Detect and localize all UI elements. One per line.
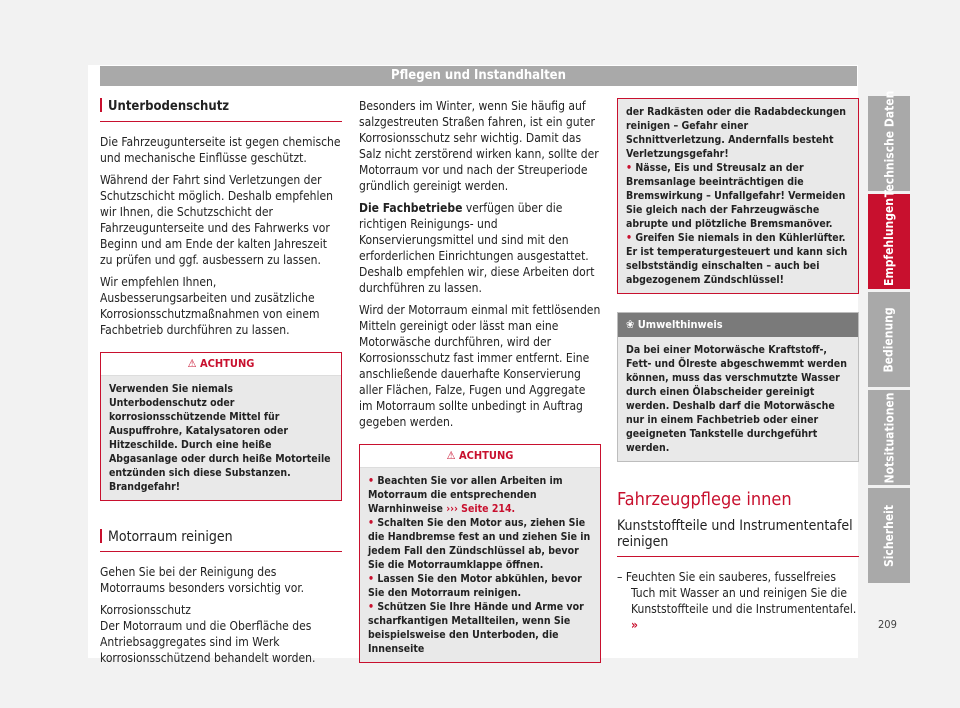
warning-text: Verwenden Sie niemals Unterbodenschutz oder korrosionsschützende Mittel für Auspuffrohre, Katalysatoren oder Hitzeschilde. Durch eine heiße Abgasanlage oder durch heiße Motorteile entzünden sich diese Substanzen. Brandgefahr! — [101, 376, 341, 500]
section-title: Kunststoffteile und Instrumententafel reinigen — [617, 518, 859, 557]
paragraph: Gehen Sie bei der Reinigung des Motorraums besonders vorsichtig vor. — [100, 565, 305, 595]
side-tabs — [868, 90, 910, 586]
warning-box-continued: der Radkästen oder die Radabdeckungen reinigen – Gefahr einer Schnittverletzung. Andernfalls besteht Verletzungsgefahr! • Nässe, Eis und Streusalz an der Bremsanlage beeinträchtigen die Bremswirkung – Unfallgefahr! Vermeiden Sie gleich nach der Fahrzeugwäsche abrupte und plötzliche Bremsmanöver. • Greifen Sie niemals in den Kühlerlüfter. Er ist temperaturgesteuert und kann sich selbstständig einschalten – auch bei abgezogenem Zündschlüssel! — [617, 98, 859, 294]
paragraph: Wir empfehlen Ihnen, Ausbesserungsarbeiten und zusätzliche Korrosionsschutzmaßnahmen von einem Fachbetrieb durchführen zu lassen. — [100, 275, 320, 337]
environment-note: ❀ Umwelthinweis Da bei einer Motorwäsche Kraftstoff-, Fett- und Ölreste abgeschwemmt werden können, muss das verschmutzte Wasser durch einen Ölabscheider gereinigt werden. Deshalb darf die Motorwäsche nur in einem Fachbetrieb oder einer geeigneten Tankstelle durchgeführt werden. — [617, 312, 859, 462]
paragraph: Während der Fahrt sind Verletzungen der Schutzschicht möglich. Deshalb empfehlen wir Ihnen, die Schutzschicht der Fahrzeugunterseite und des Fahrwerks vor Beginn und am Ende der kalten Jahreszeit zu prüfen und ggf. ausbessern zu lassen. — [100, 173, 333, 267]
tab-bedienung[interactable]: Bedienung — [868, 292, 910, 387]
subheading: Korrosionsschutz — [100, 603, 191, 617]
section-title: Motorraum reinigen — [100, 529, 342, 552]
tab-technische-daten[interactable]: Technische Daten — [868, 96, 910, 191]
page-header: Pflegen und Instandhalten — [100, 66, 857, 86]
column-1 — [100, 98, 342, 672]
chapter-heading: Fahrzeugpflege innen — [617, 489, 792, 510]
warning-list: • Beachten Sie vor allen Arbeiten im Motorraum die entsprechenden Warnhinweise ››› Seite 214. • Schalten Sie den Motor aus, ziehen Sie die Handbremse fest an und ziehen Sie in jedem Fall den Zündschlüssel ab, bevor Sie die Motorraumklappe öffnen. • Lassen Sie den Motor abkühlen, bevor Sie den Motorraum reinigen. • Schützen Sie Ihre Hände und Arme vor scharfkantigen Metallteilen, wenn Sie beispielsweise den Unterboden, die Innenseite — [360, 468, 600, 662]
page-number: 209 — [878, 618, 897, 631]
paragraph: Wird der Motorraum einmal mit fettlösenden Mitteln gereinigt oder lässt man eine Motorwäsche durchführen, wird der Korrosionsschutz fast immer entfernt. Eine anschließende dauerhafte Konservierung aller Flächen, Falze, Fugen und Aggregate im Motorraum sollte unbedingt in Auftrag gegeben werden. — [359, 303, 601, 429]
warning-icon: ⚠ — [446, 449, 456, 462]
tab-notsituationen[interactable]: Notsituationen — [868, 390, 910, 485]
paragraph: Die Fahrzeugunterseite ist gegen chemische und mechanische Einflüsse geschützt. — [100, 135, 341, 165]
tab-empfehlungen[interactable]: Empfehlungen — [868, 194, 910, 289]
paragraph: Besonders im Winter, wenn Sie häufig auf salzgestreuten Straßen fahren, ist ein guter Korrosionsschutz sehr wichtig. Damit das Salz nicht zerstörend wirken kann, sollte der Motorraum vor und nach der Streuperiode gründlich gereinigt werden. — [359, 99, 599, 193]
list-item: – Feuchten Sie ein sauberes, fusselfreies Tuch mit Wasser an und reinigen Sie die Kunststoffteile und die Instrumententafel. » — [617, 570, 857, 632]
tab-sicherheit[interactable]: Sicherheit — [868, 488, 910, 583]
warning-box: ⚠ ACHTUNG Verwenden Sie niemals Unterbodenschutz oder korrosionsschützende Mittel für Auspuffrohre, Katalysatoren oder Hitzeschilde. Durch eine heiße Abgasanlage oder durch heiße Motorteile entzünden sich diese Substanzen. Brandgefahr! — [100, 352, 342, 501]
warning-box: ⚠ ACHTUNG • Beachten Sie vor allen Arbeiten im Motorraum die entsprechenden Warnhinweise ››› Seite 214. • Schalten Sie den Motor aus, ziehen Sie die Handbremse fest an und ziehen Sie in jedem Fall den Zündschlüssel ab, bevor Sie die Motorraumklappe öffnen. • Lassen Sie den Motor abkühlen, bevor Sie den Motorraum reinigen. • Schützen Sie Ihre Hände und Arme vor scharfkantigen Metallteilen, wenn Sie beispielsweise den Unterboden, die Innenseite — [359, 444, 601, 663]
section-title: Unterbodenschutz — [100, 98, 342, 122]
column-3 — [617, 98, 859, 639]
flower-icon: ❀ — [626, 318, 635, 331]
paragraph: Der Motorraum und die Oberfläche des Antriebsaggregates sind im Werk korrosionsschützend behandelt worden. — [100, 619, 316, 665]
paragraph: Die Fachbetriebe verfügen über die richtigen Reinigungs- und Konservierungsmittel und sind mit den erforderlichen Einrichtungen ausgestattet. Deshalb empfehlen wir, diese Arbeiten dort durchführen zu lassen. — [359, 201, 595, 295]
column-2 — [359, 98, 601, 663]
warning-icon: ⚠ — [187, 357, 197, 370]
